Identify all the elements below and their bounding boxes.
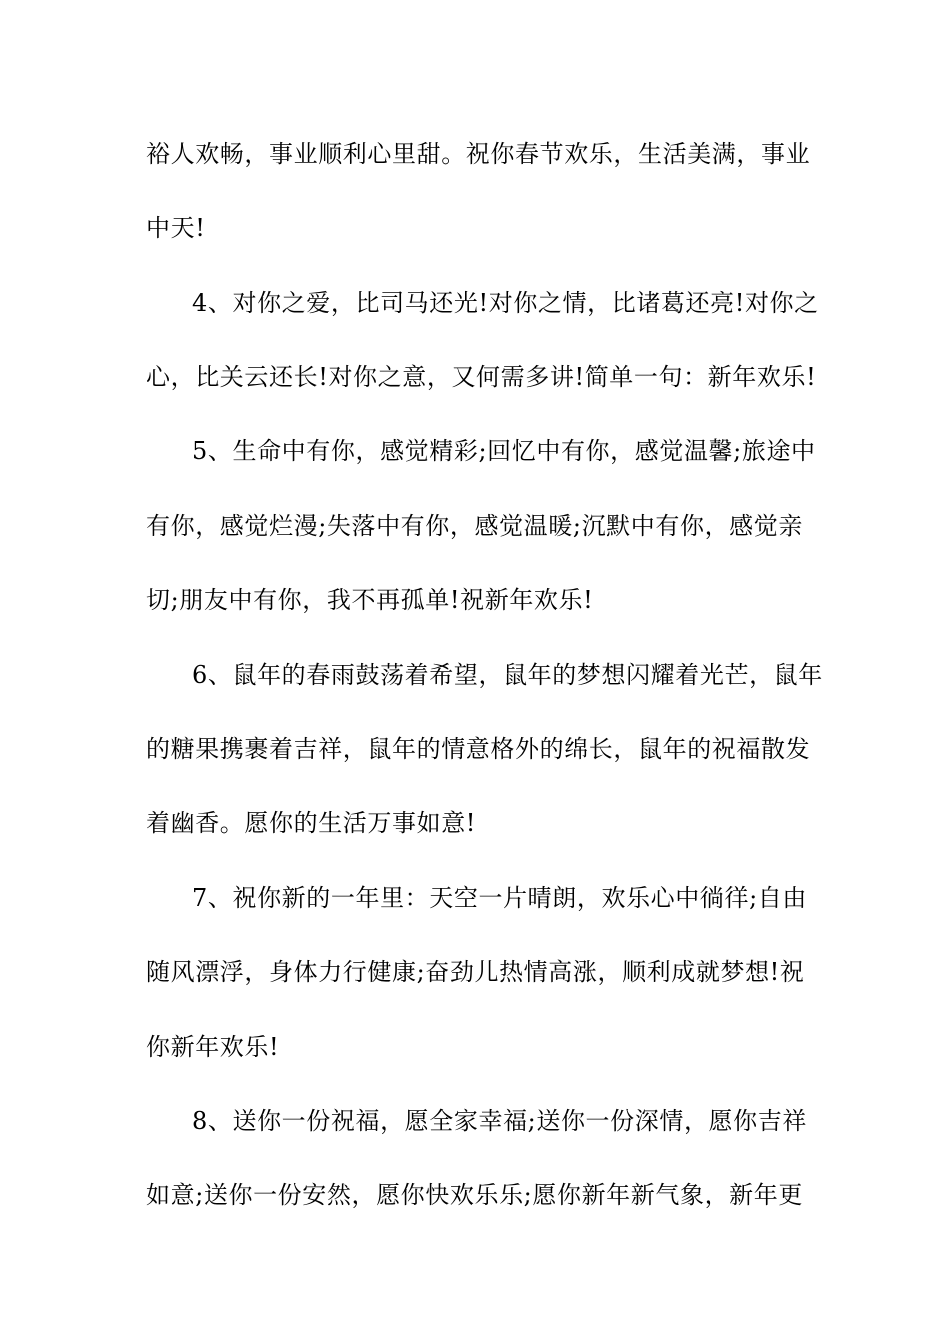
- text-line: 中天!: [146, 214, 206, 242]
- text-line: 着幽香。愿你的生活万事如意!: [146, 809, 477, 837]
- text-line: 随风漂浮，身体力行健康;奋劲儿热情高涨，顺利成就梦想!祝: [146, 958, 805, 986]
- text-line: 切;朋友中有你，我不再孤单!祝新年欢乐!: [146, 586, 594, 614]
- paragraph-6-start: 6、鼠年的春雨鼓荡着希望，鼠年的梦想闪耀着光芒，鼠年: [192, 661, 823, 689]
- text-line: 有你，感觉烂漫;失落中有你，感觉温暖;沉默中有你，感觉亲: [146, 512, 803, 540]
- text-line: 裕人欢畅，事业顺利心里甜。祝你春节欢乐，生活美满，事业: [146, 140, 811, 168]
- paragraph-5-start: 5、生命中有你，感觉精彩;回忆中有你，感觉温馨;旅途中: [192, 437, 816, 465]
- text-line: 心，比关云还长!对你之意，又何需多讲!简单一句：新年欢乐!: [146, 363, 817, 391]
- paragraph-7-start: 7、祝你新的一年里：天空一片晴朗，欢乐心中徜徉;自由: [192, 884, 807, 912]
- text-line: 你新年欢乐!: [146, 1033, 280, 1061]
- text-line: 如意;送你一份安然，愿你快欢乐乐;愿你新年新气象，新年更: [146, 1181, 803, 1209]
- paragraph-4-start: 4、对你之爱，比司马还光!对你之情，比诸葛还亮!对你之: [192, 289, 819, 317]
- text-line: 的糖果携裹着吉祥，鼠年的情意格外的绵长，鼠年的祝福散发: [146, 735, 811, 763]
- paragraph-8-start: 8、送你一份祝福，愿全家幸福;送你一份深情，愿你吉祥: [192, 1107, 807, 1135]
